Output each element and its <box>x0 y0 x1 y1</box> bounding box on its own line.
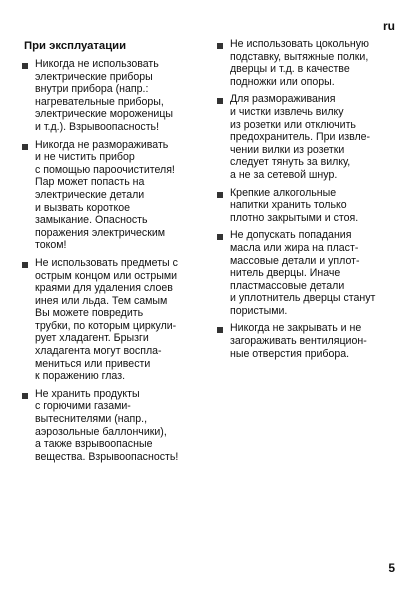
list-item-text: Никогда не использовать электрические приборы внутри прибора (напр.: нагревательные приборы, электрические мороженицы и т.д.). Взрывоопасность! <box>35 58 174 133</box>
list-item <box>22 257 208 383</box>
bullet-square-icon <box>22 144 28 150</box>
bullet-square-icon <box>22 63 28 69</box>
list-item <box>217 229 395 317</box>
page-number: 5 <box>388 561 395 575</box>
list-item <box>22 58 208 134</box>
bullet-square-icon <box>217 43 223 49</box>
list-item-text: Никогда не закрывать и не загораживать вентиляцион- ные отверстия прибора. <box>230 322 367 360</box>
list-item <box>22 139 208 252</box>
list-item <box>217 187 395 225</box>
list-item-text: Не допускать попадания масла или жира на пласт- массовые детали и уплот- нитель дверцы. Иначе пластмассовые детали и уплотнитель дверцы станут пористыми. <box>230 229 376 317</box>
bullet-square-icon <box>217 192 223 198</box>
bullet-square-icon <box>217 327 223 333</box>
language-label: ru <box>383 19 395 33</box>
list-item-text: Не использовать цокольную подставку, вытяжные полки, дверцы и т.д. в качестве подножки или опоры. <box>230 38 369 88</box>
list-item <box>22 388 208 464</box>
list-item-text: Крепкие алкогольные напитки хранить только плотно закрытыми и стоя. <box>230 186 359 224</box>
list-item-text: Никогда не размораживать и не чистить прибор с помощью пароочистителя! Пар может попасть на электрические детали и вызвать короткое замыкание. Опасность поражения электрическим током! <box>35 138 175 252</box>
list-item <box>217 38 395 88</box>
list-item <box>217 322 395 360</box>
section-title: При эксплуатации <box>24 40 127 52</box>
list-item-text: Не хранить продукты с горючими газами- вытеснителями (напр., аэрозольные баллончики), а также взрывоопасные вещества. Взрывоопасность! <box>35 387 179 463</box>
bullet-square-icon <box>217 98 223 104</box>
bullet-square-icon <box>22 262 28 268</box>
bullet-square-icon <box>217 234 223 240</box>
list-item-text: Для размораживания и чистки извлечь вилку из розетки или отключить предохранитель. При извле- чении вилки из розетки следует тянуть за вилку, а не за сетевой шнур. <box>230 93 371 181</box>
bullet-square-icon <box>22 393 28 399</box>
list-item <box>217 93 395 181</box>
left-column <box>22 58 208 468</box>
list-item-text: Не использовать предметы с острым концом или острыми краями для удаления слоев инея или льда. Тем самым Вы можете повредить трубки, по которым циркули- рует хладагент. Брызги хладагента могут воспла- мениться или привести к поражению глаз. <box>35 256 178 383</box>
right-column <box>217 38 395 365</box>
